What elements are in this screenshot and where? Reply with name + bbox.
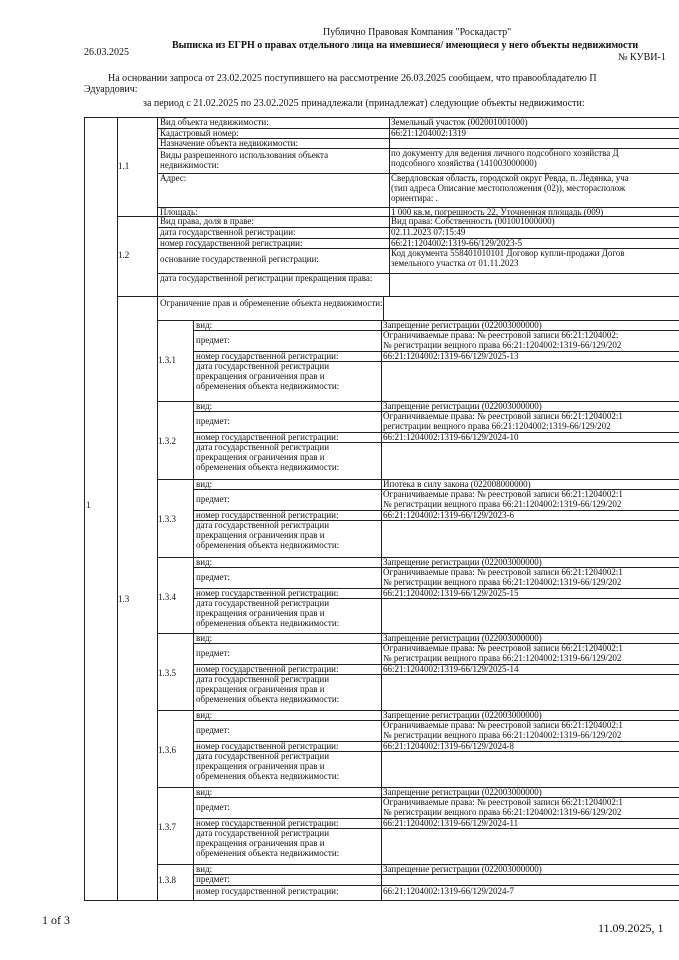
section-number: 1.1	[118, 162, 130, 171]
value-vid: Запрещение регистрации (022003000000)	[383, 321, 542, 330]
value-nomer: 66:21:1204002:1319-66/129/2024-11	[383, 819, 519, 828]
label-predmet: предмет:	[196, 495, 230, 504]
label-predmet: предмет:	[196, 649, 230, 658]
label-vid: вид:	[196, 321, 213, 330]
label-nomer: номер государственной регистрации:	[196, 433, 339, 442]
entry-number: 1.3.2	[158, 437, 176, 446]
label-prekr: дата государственной регистрации	[196, 521, 330, 530]
value-nomer: 66:21:1204002:1319-66/129/2025-14	[383, 665, 519, 674]
intro-line-3: за период с 21.02.2025 по 23.02.2025 принадлежали (принадлежат) следующие объекты недвижимости:	[143, 98, 585, 109]
value-nomer: 66:21:1204002:1319-66/129/2024-7	[383, 887, 514, 896]
intro-line-2: Эдуардович:	[84, 84, 138, 95]
value-vid: Запрещение регистрации (022003000000)	[383, 788, 542, 797]
field-label: дата государственной регистрации:	[160, 228, 296, 237]
label-predmet: предмет:	[196, 875, 230, 884]
label-prekr: обременения объекта недвижимости:	[196, 619, 340, 628]
value-predmet-line1: Ограничиваемые права: № реестровой записи 66:21:1204002:1	[383, 721, 623, 730]
value-nomer: 66:21:1204002:1319-66/129/2024-10	[383, 433, 519, 442]
field-value: (тип адреса Описание местоположения (02)), месторасполож	[391, 184, 626, 193]
field-value: 1 000 кв.м, погрешность 22, Уточненная площадь (009)	[391, 208, 604, 217]
label-prekr: дата государственной регистрации	[196, 599, 330, 608]
field-label: номер государственной регистрации:	[160, 239, 303, 248]
field-label: Адрес:	[160, 174, 187, 183]
label-prekr: прекращения ограничения прав и	[196, 453, 325, 462]
value-predmet-line1: Ограничиваемые права: № реестровой записи 66:21:1204002:1	[383, 798, 623, 807]
value-predmet-line1: Ограничиваемые права: № реестровой записи 66:21:1204002:1	[383, 644, 623, 653]
label-prekr: обременения объекта недвижимости:	[196, 541, 340, 550]
value-nomer: 66:21:1204002:1319-66/129/2023-6	[383, 511, 514, 520]
value-vid: Запрещение регистрации (022003000000)	[383, 634, 542, 643]
table-border	[117, 296, 157, 297]
document-title: Выписка из ЕГРН о правах отдельного лица на имевшиеся/ имеющиеся у него объекты недвижимости	[172, 40, 639, 51]
label-prekr: обременения объекта недвижимости:	[196, 695, 340, 704]
label-prekr: прекращения ограничения прав и	[196, 839, 325, 848]
label-prekr: прекращения ограничения прав и	[196, 685, 325, 694]
entry-number: 1.3.4	[158, 593, 176, 602]
entry-number: 1.3.8	[158, 876, 176, 885]
label-vid: вид:	[196, 634, 213, 643]
label-predmet: предмет:	[196, 803, 230, 812]
field-label: дата государственной регистрации прекращения права:	[160, 274, 373, 283]
label-vid: вид:	[196, 480, 213, 489]
field-value: подсобного хозяйства (141003000000)	[391, 159, 537, 168]
label-prekr: обременения объекта недвижимости:	[196, 849, 340, 858]
table-border	[193, 320, 194, 900]
document-date: 26.03.2025	[84, 47, 129, 58]
restrictions-heading: Ограничение прав и обременение объекта недвижимости:	[160, 299, 383, 308]
value-vid: Ипотека в силу закона (022008000000)	[383, 480, 531, 489]
label-prekr: прекращения ограничения прав и	[196, 531, 325, 540]
value-vid: Запрещение регистрации (022003000000)	[383, 711, 542, 720]
entry-number: 1.3.6	[158, 746, 176, 755]
label-vid: вид:	[196, 788, 213, 797]
label-prekr: обременения объекта недвижимости:	[196, 463, 340, 472]
label-predmet: предмет:	[196, 336, 230, 345]
label-vid: вид:	[196, 558, 213, 567]
field-label: Вид права, доля в праве:	[160, 217, 254, 226]
value-predmet-line2: № регистрации вещного права 66:21:1204002:1319-66/129/202	[383, 731, 622, 740]
label-nomer: номер государственной регистрации:	[196, 352, 339, 361]
field-value: 66:21:1204002:1319-66/129/2023-5	[391, 239, 522, 248]
label-nomer: номер государственной регистрации:	[196, 742, 339, 751]
label-prekr: дата государственной регистрации	[196, 443, 330, 452]
label-nomer: номер государственной регистрации:	[196, 511, 339, 520]
value-predmet-line2: регистрации вещного права 66:21:1204002:1319-66/129/202	[383, 422, 611, 431]
label-nomer: номер государственной регистрации:	[196, 819, 339, 828]
value-vid: Запрещение регистрации (022003000000)	[383, 402, 542, 411]
organization-name: Публично Правовая Компания "Роскадастр"	[323, 27, 512, 38]
section-number: 1.3	[118, 595, 130, 604]
field-label: Площадь:	[160, 208, 198, 217]
field-label: Виды разрешенного использования объекта недвижимости:	[160, 151, 329, 170]
value-predmet-line2: № регистрации вещного права 66:21:1204002:1319-66/129/202	[383, 654, 622, 663]
label-vid: вид:	[196, 711, 213, 720]
field-value: ориентира: .	[391, 194, 438, 203]
object-number: 1	[86, 501, 91, 510]
table-border	[383, 296, 384, 320]
value-predmet-line1: Ограничиваемые права: № реестровой записи 66:21:1204002:	[383, 331, 619, 340]
label-prekr: дата государственной регистрации	[196, 752, 330, 761]
entry-number: 1.3.1	[158, 356, 176, 365]
value-predmet-line2: № регистрации вещного права 66:21:1204002:1319-66/129/202	[383, 500, 622, 509]
label-nomer: номер государственной регистрации:	[196, 665, 339, 674]
label-nomer: номер государственной регистрации:	[196, 887, 339, 896]
label-prekr: обременения объекта недвижимости:	[196, 772, 340, 781]
page-counter: 1 of 3	[42, 913, 70, 927]
value-predmet-line1: Ограничиваемые права: № реестровой записи 66:21:1204002:1	[383, 412, 623, 421]
label-prekr: дата государственной регистрации	[196, 362, 330, 371]
entry-number: 1.3.5	[158, 669, 176, 678]
table-border	[117, 216, 157, 217]
label-prekr: прекращения ограничения прав и	[196, 372, 325, 381]
field-value: земельного участка от 01.11.2023	[391, 259, 519, 268]
table-border	[84, 117, 85, 900]
value-predmet-line1: Ограничиваемые права: № реестровой записи 66:21:1204002:1	[383, 490, 623, 499]
table-border	[117, 117, 118, 900]
entry-number: 1.3.7	[158, 823, 176, 832]
print-date: 11.09.2025, 1	[598, 921, 664, 935]
table-border	[193, 885, 679, 886]
label-vid: вид:	[196, 865, 213, 874]
field-value: по документу для ведения личного подсобного хозяйства Д	[391, 149, 619, 158]
value-nomer: 66:21:1204002:1319-66/129/2025-15	[383, 589, 519, 598]
label-predmet: предмет:	[196, 726, 230, 735]
table-border	[381, 320, 382, 900]
table-border	[157, 117, 158, 296]
field-value: Вид права: Собственность (001001000000)	[391, 217, 555, 226]
value-nomer: 66:21:1204002:1319-66/129/2025-13	[383, 352, 519, 361]
field-value: Свердловская область, городской округ Ревда, п. Ледянка, уча	[391, 174, 629, 183]
label-prekr: обременения объекта недвижимости:	[196, 382, 340, 391]
value-vid: Запрещение регистрации (022003000000)	[383, 558, 542, 567]
section-number: 1.2	[118, 251, 130, 260]
label-nomer: номер государственной регистрации:	[196, 589, 339, 598]
label-prekr: прекращения ограничения прав и	[196, 609, 325, 618]
label-prekr: дата государственной регистрации	[196, 675, 330, 684]
value-predmet-line1: Ограничиваемые права: № реестровой записи 66:21:1204002:1	[383, 568, 623, 577]
value-predmet-line2: № регистрации вещного права 66:21:1204002:1319-66/129/202	[383, 808, 622, 817]
intro-line-1: На основании запроса от 23.02.2025 поступившего на рассмотрение 26.03.2025 сообщаем, что правообладателю П	[108, 73, 597, 84]
label-prekr: дата государственной регистрации	[196, 829, 330, 838]
document-number: № КУВИ-1	[618, 52, 666, 63]
label-prekr: прекращения ограничения прав и	[196, 762, 325, 771]
field-label: Кадастровый номер:	[160, 129, 239, 138]
field-label: Назначение объекта недвижимости:	[160, 139, 298, 148]
value-predmet-line2: № регистрации вещного права 66:21:1204002:1319-66/129/202	[383, 341, 622, 350]
label-vid: вид:	[196, 402, 213, 411]
field-label: Вид объекта недвижимости:	[160, 118, 269, 127]
field-value: 66:21:1204002:1319	[391, 129, 467, 138]
field-value: Земельный участок (002001001000)	[391, 118, 528, 127]
label-predmet: предмет:	[196, 573, 230, 582]
label-predmet: предмет:	[196, 417, 230, 426]
table-border	[117, 296, 679, 297]
field-value: Код документа 558401010101 Договор купли-продажи Догов	[391, 249, 625, 258]
value-predmet-line2: № регистрации вещного права 66:21:1204002:1319-66/129/202	[383, 578, 622, 587]
table-border	[84, 900, 679, 901]
table-border	[389, 117, 390, 296]
entry-number: 1.3.3	[158, 515, 176, 524]
field-label: основание государственной регистрации:	[160, 255, 319, 264]
value-vid: Запрещение регистрации (022003000000)	[383, 865, 542, 874]
field-value: 02.11.2023 07:15:49	[391, 228, 466, 237]
value-nomer: 66:21:1204002:1319-66/129/2024-8	[383, 742, 514, 751]
